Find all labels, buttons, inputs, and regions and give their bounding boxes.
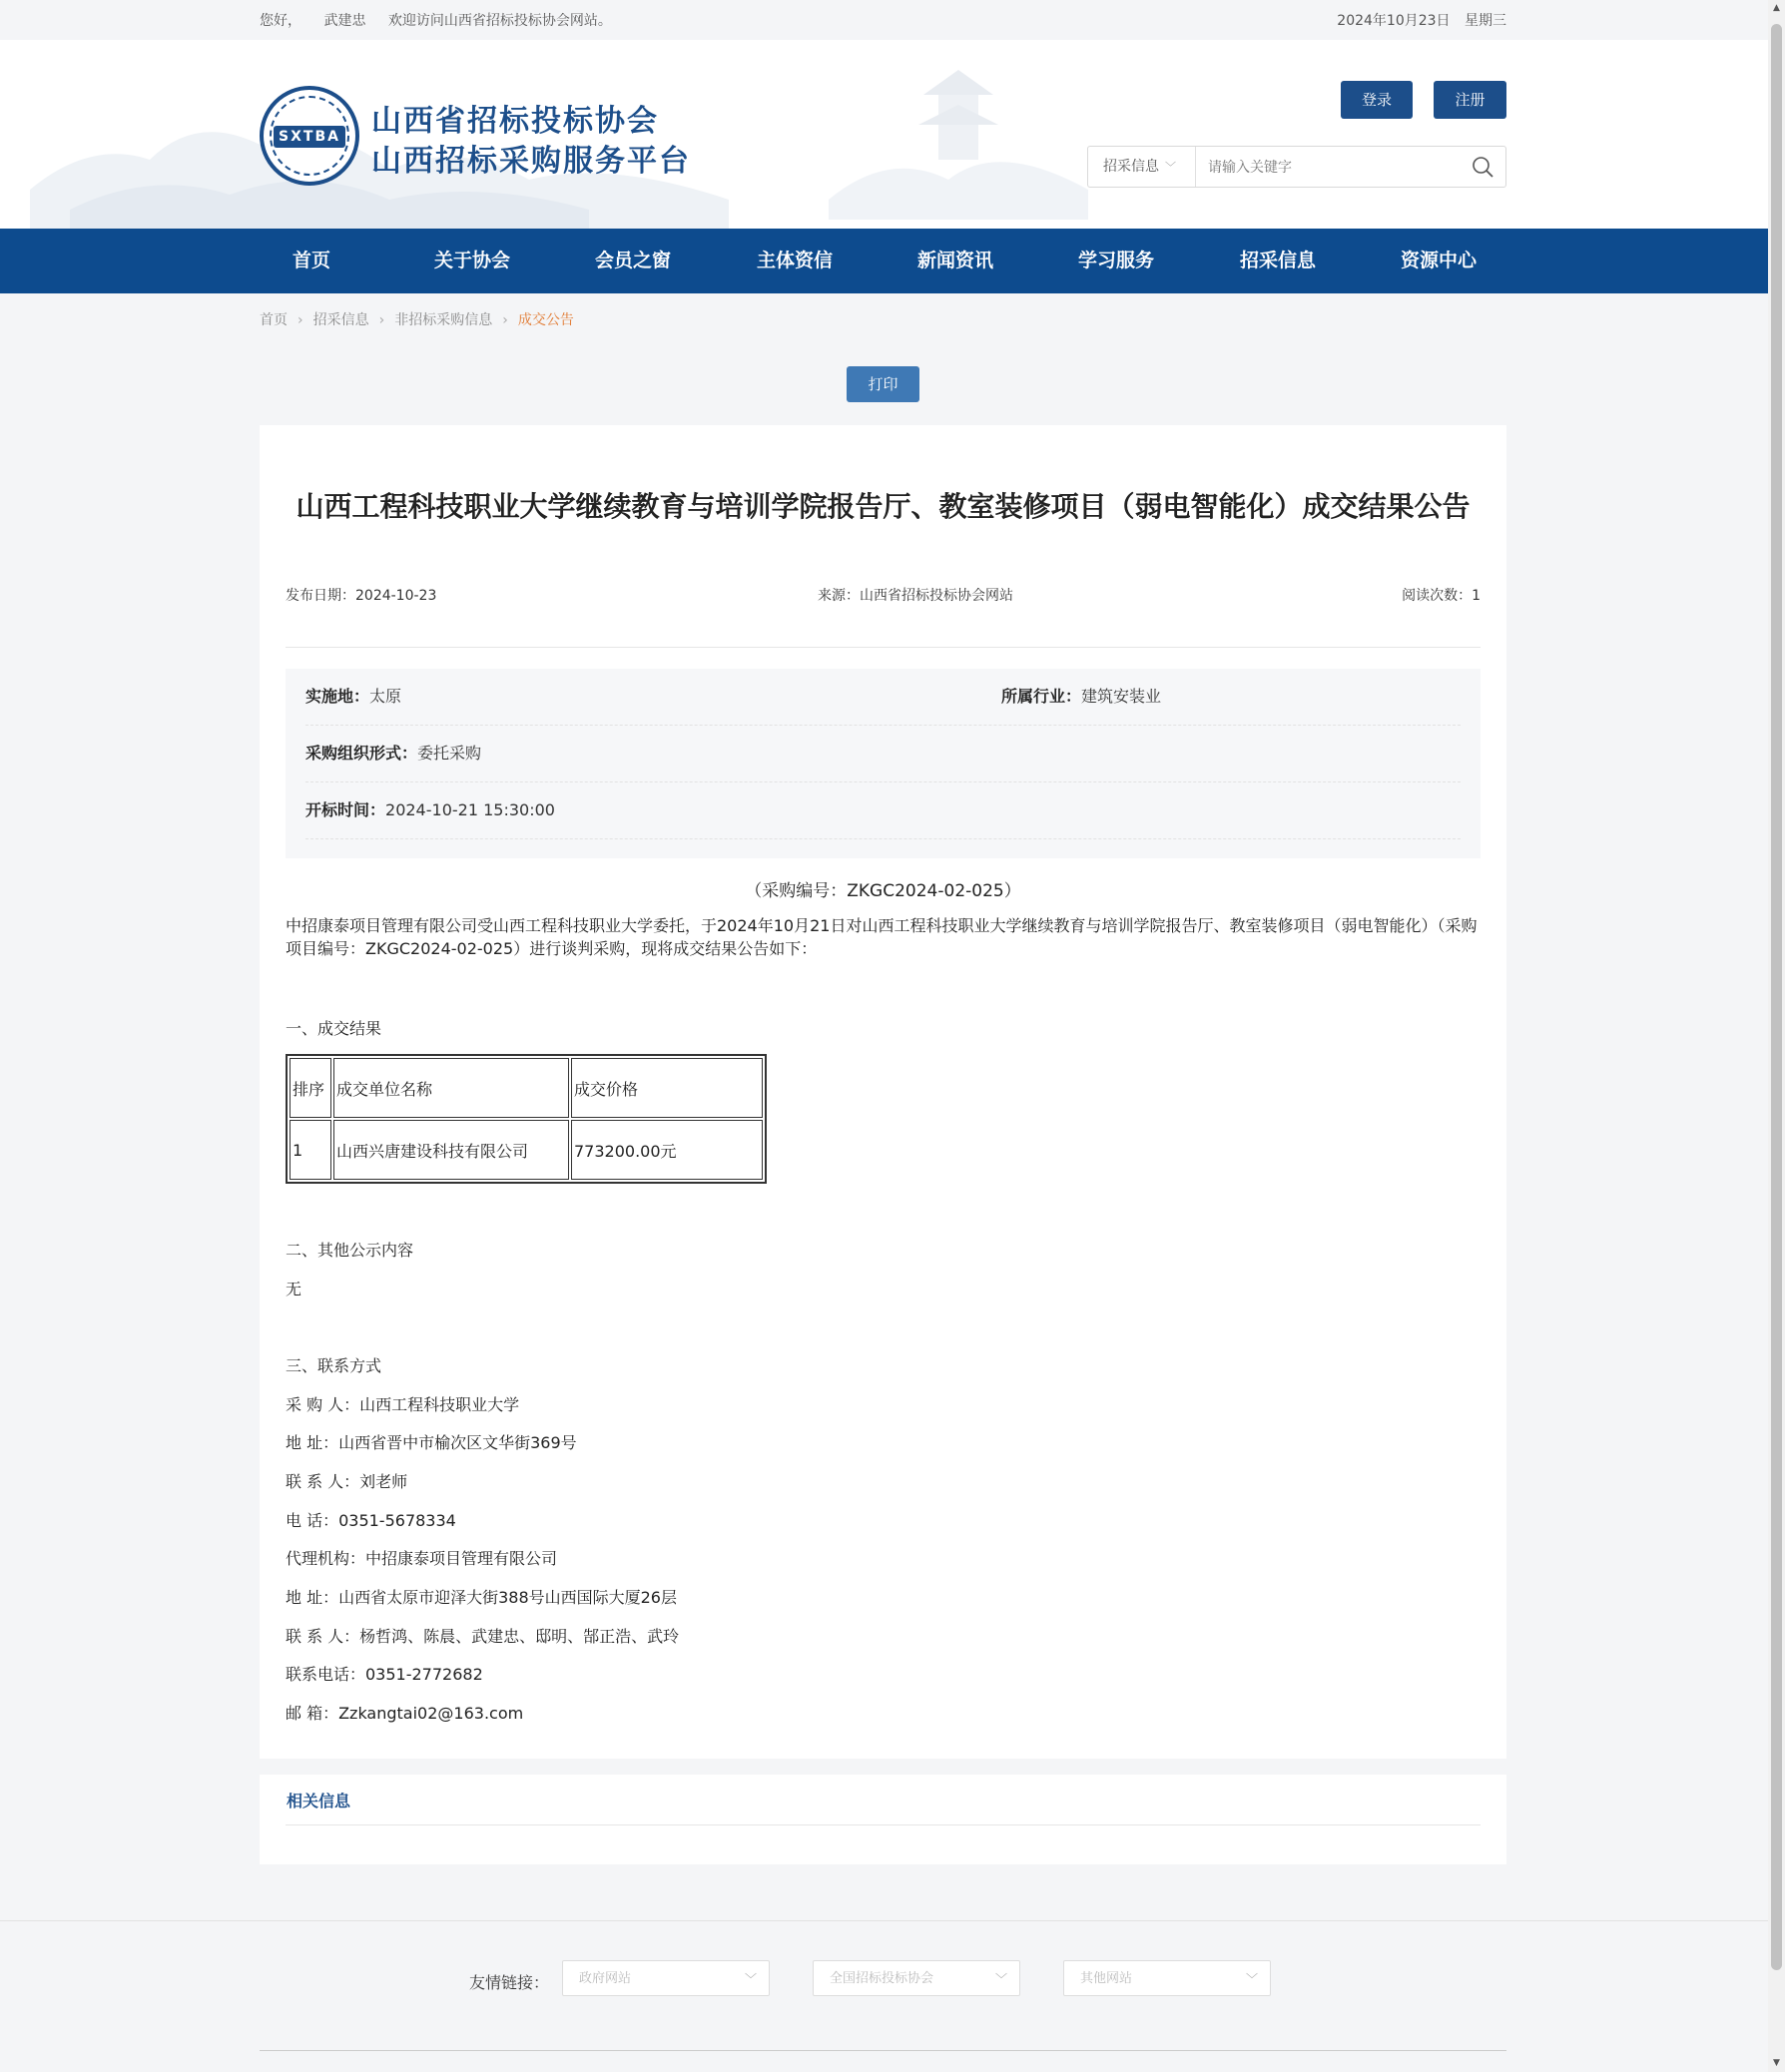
scroll-up-icon[interactable]: ▲ <box>1773 3 1780 13</box>
welcome-area <box>260 10 630 30</box>
breadcrumb <box>260 309 574 329</box>
date-area <box>1327 10 1506 30</box>
search-box <box>1087 146 1506 188</box>
chevron-down-icon: ﹀ <box>994 1972 1007 1986</box>
result-table <box>286 1054 767 1184</box>
vertical-scrollbar[interactable] <box>1768 0 1785 2072</box>
nav-item-about[interactable]: 关于协会 <box>433 250 510 271</box>
info-row-location <box>305 669 1461 726</box>
breadcrumb-current: 成交公告 <box>517 312 574 328</box>
article-title: 山西工程科技职业大学继续教育与培训学院报告厅、教室装修项目（弱电智能化）成交结果公告 <box>296 490 1471 523</box>
gov-sites-select[interactable] <box>562 1960 770 1996</box>
industry-value: 建筑安装业 <box>1081 687 1162 706</box>
info-row-open-time <box>305 782 1461 839</box>
location-value: 太原 <box>369 687 402 706</box>
search-input[interactable] <box>1206 147 1450 189</box>
footer-links <box>0 1960 1768 2000</box>
greeting-text: 您好， <box>260 13 301 29</box>
footer-bottom-divider <box>260 2050 1506 2051</box>
procurement-number: （采购编号：ZKGC2024-02-025） <box>745 881 1021 901</box>
nav-item-members[interactable]: 会员之窗 <box>594 250 671 271</box>
chevron-right-icon: › <box>378 312 385 328</box>
contact-line: 代理机构：中招康泰项目管理有限公司 <box>286 1549 558 1568</box>
section-other-body: 无 <box>286 1280 302 1298</box>
contact-line: 电 话：0351-5678334 <box>286 1511 456 1530</box>
current-date: 2024年10月23日 <box>1337 13 1451 29</box>
publish-date: 发布日期：2024-10-23 <box>286 588 437 604</box>
site-header <box>0 40 1768 229</box>
site-title: 山西省招标投标协会 <box>371 104 659 139</box>
association-logo[interactable] <box>260 86 359 186</box>
site-subtitle: 山西招标采购服务平台 <box>371 144 691 179</box>
table-cell-price: 773200.00元 <box>571 1120 763 1180</box>
contact-line: 邮 箱：Zzkangtai02@163.com <box>286 1704 524 1723</box>
login-button[interactable]: 登录 <box>1341 81 1413 119</box>
table-cell-company: 山西兴唐建设科技有限公司 <box>333 1120 569 1180</box>
username-link[interactable]: 武建忠 <box>323 13 366 29</box>
org-value: 委托采购 <box>417 744 482 763</box>
related-info-card <box>260 1775 1506 1864</box>
contact-line: 联 系 人：杨哲鸿、陈晨、武建忠、邸明、郜正浩、武玲 <box>286 1627 680 1646</box>
section-contact-heading: 三、联系方式 <box>286 1356 382 1375</box>
other-sites-label: 其他网站 <box>1080 1971 1133 1986</box>
current-weekday: 星期三 <box>1465 13 1506 29</box>
nav-item-news[interactable]: 新闻资讯 <box>916 250 993 271</box>
industry-field <box>1001 669 1161 725</box>
table-header-cell: 成交单位名称 <box>333 1058 569 1118</box>
gov-sites-label: 政府网站 <box>579 1971 632 1986</box>
register-button[interactable]: 注册 <box>1434 81 1506 119</box>
footer-divider <box>0 1920 1768 1921</box>
table-header-cell: 成交价格 <box>571 1058 763 1118</box>
nav-item-resources[interactable]: 资源中心 <box>1400 250 1477 271</box>
table-header-row <box>290 1058 763 1118</box>
nav-item-procurement[interactable]: 招采信息 <box>1239 250 1316 271</box>
related-info-title[interactable]: 相关信息 <box>287 1792 351 1811</box>
breadcrumb-procurement[interactable]: 招采信息 <box>312 312 369 328</box>
read-count: 阅读次数：1 <box>1402 588 1481 604</box>
contact-line: 联系电话：0351-2772682 <box>286 1665 483 1684</box>
scroll-down-icon[interactable]: ▼ <box>1773 2058 1780 2068</box>
chevron-right-icon: › <box>298 312 303 328</box>
open-time-label: 开标时间： <box>305 800 386 819</box>
article-card <box>260 425 1506 1759</box>
chevron-down-icon: ﹀ <box>1165 161 1176 174</box>
info-row-org <box>305 726 1461 782</box>
divider <box>286 647 1481 648</box>
section-result-heading: 一、成交结果 <box>286 1019 382 1038</box>
table-cell-rank: 1 <box>290 1120 331 1180</box>
nav-item-credit[interactable]: 主体资信 <box>756 250 833 271</box>
project-info-box <box>286 669 1481 858</box>
contact-line: 地 址：山西省太原市迎泽大街388号山西国际大厦26层 <box>286 1588 677 1607</box>
scrollbar-thumb[interactable] <box>1771 24 1782 1970</box>
contact-line: 采 购 人：山西工程科技职业大学 <box>286 1395 520 1414</box>
search-icon[interactable] <box>1472 156 1493 178</box>
divider <box>286 1824 1481 1825</box>
chevron-down-icon: ﹀ <box>1245 1972 1258 1986</box>
chevron-right-icon: › <box>502 312 508 328</box>
breadcrumb-non-tender[interactable]: 非招标采购信息 <box>394 312 493 328</box>
open-time-value: 2024-10-21 15:30:00 <box>385 800 555 819</box>
print-button[interactable]: 打印 <box>847 366 919 402</box>
table-row <box>290 1120 763 1180</box>
contact-line: 地 址：山西省晋中市榆次区文华街369号 <box>286 1433 577 1452</box>
national-assoc-select[interactable] <box>813 1960 1020 1996</box>
main-nav <box>0 229 1768 293</box>
nav-item-learning[interactable]: 学习服务 <box>1077 250 1154 271</box>
section-other-heading: 二、其他公示内容 <box>286 1241 414 1260</box>
search-category-select[interactable] <box>1088 147 1196 187</box>
welcome-text: 欢迎访问山西省招标投标协会网站。 <box>387 13 612 29</box>
logo-badge: SXTBA <box>274 126 345 148</box>
national-assoc-label: 全国招标投标协会 <box>830 1971 934 1986</box>
article-source: 来源：山西省招标投标协会网站 <box>818 588 1013 604</box>
friendly-links-label: 友情链接： <box>469 1973 550 1992</box>
other-sites-select[interactable] <box>1063 1960 1271 1996</box>
contact-line: 联 系 人：刘老师 <box>286 1472 408 1491</box>
table-header-cell: 排序 <box>290 1058 331 1118</box>
location-label: 实施地： <box>305 687 370 706</box>
chevron-down-icon: ﹀ <box>744 1972 757 1986</box>
industry-label: 所属行业： <box>1001 687 1082 706</box>
pagoda-background-graphic <box>829 50 1088 220</box>
nav-item-home[interactable]: 首页 <box>292 250 330 271</box>
intro-paragraph: 中招康泰项目管理有限公司受山西工程科技职业大学委托，于2024年10月21日对山西工程科技职业大学继续教育与培训学院报告厅、教室装修项目（弱电智能化）（采购项目编号：ZKGC2024-02-025）进行谈判采购，现将成交结果公告如下： <box>286 916 1478 958</box>
breadcrumb-home[interactable]: 首页 <box>260 312 288 328</box>
top-bar <box>0 0 1768 40</box>
search-category-label: 招采信息 <box>1103 159 1159 175</box>
org-label: 采购组织形式： <box>305 744 418 763</box>
